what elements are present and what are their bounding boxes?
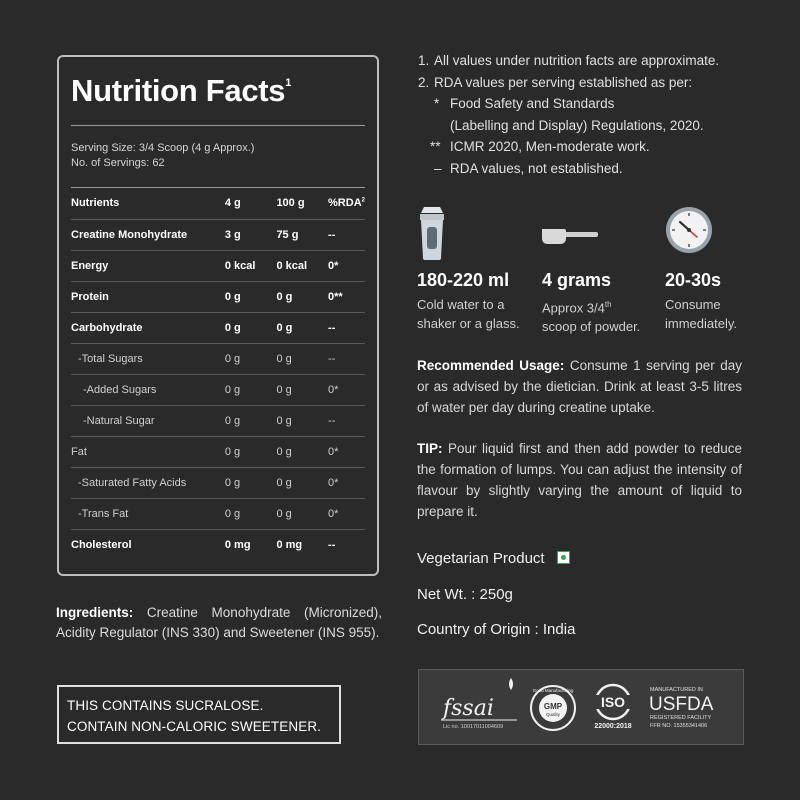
vegetarian-product — [417, 550, 570, 567]
serving-size: Serving Size: 3/4 Scoop (4 g Approx.) — [71, 142, 255, 154]
nutrient-name — [71, 467, 225, 498]
note-sub-1-text-b: (Labelling and Display) Regulations, 2020. — [450, 117, 704, 133]
ingredients-label: Ingredients: — [56, 605, 134, 620]
value-4g — [225, 312, 277, 343]
value-4g-text: 0 g — [224, 445, 241, 458]
table-row — [71, 374, 365, 405]
stat-powder-sup: th — [604, 300, 612, 309]
value-4g — [225, 250, 277, 281]
note-1-key: 1. — [418, 53, 430, 68]
veg-mark-icon — [557, 551, 570, 564]
svg-text:Lic no. 10017011004609: Lic no. 10017011004609 — [443, 724, 504, 730]
value-4g-text: 0 g — [224, 321, 241, 334]
value-4g — [225, 281, 277, 312]
usage-label: Recommended Usage: — [417, 358, 565, 373]
value-100g-text: 0 g — [276, 352, 292, 365]
net-weight: Net Wt. : 250g — [417, 586, 513, 603]
stat-powder-line1-text: Approx 3/4 — [542, 300, 605, 316]
gmp-logo — [531, 686, 575, 730]
value-100g — [276, 467, 328, 498]
value-4g-text: 0 g — [224, 383, 241, 396]
nutrient-name-text: Protein — [71, 290, 109, 303]
note-sub-3-text: RDA values, not established. — [450, 160, 623, 176]
tip-label: TIP: — [417, 441, 443, 456]
value-100g — [276, 250, 328, 281]
nutrition-title — [71, 73, 365, 109]
nutrition-title-text: Nutrition Facts — [71, 73, 286, 108]
nutrient-name-text: Energy — [71, 259, 109, 272]
value-4g-text: 0 kcal — [224, 259, 256, 272]
stat-water-line2: shaker or a glass. — [417, 316, 520, 331]
note-sub-2-key: ** — [430, 139, 441, 154]
value-100g — [276, 374, 328, 405]
nutrient-name-text: -Trans Fat — [78, 507, 129, 520]
svg-text:22000:2018: 22000:2018 — [594, 723, 632, 730]
value-rda — [328, 467, 365, 498]
nutrition-facts-panel — [57, 55, 379, 576]
header-rda-text: %RDA — [328, 197, 362, 210]
value-100g-text: 0 g — [276, 414, 292, 427]
value-100g — [276, 343, 328, 374]
value-100g-text: 0 g — [276, 290, 293, 303]
value-rda-text: -- — [328, 321, 336, 334]
table-row — [71, 498, 365, 529]
value-4g — [225, 529, 277, 560]
nutrition-title-sup: 1 — [285, 76, 292, 89]
value-4g — [225, 498, 277, 529]
nutrient-name — [71, 219, 225, 250]
stat-water — [417, 270, 557, 333]
nutrient-name-text: -Added Sugars — [83, 383, 157, 396]
value-rda — [328, 343, 365, 374]
note-sub-1-text-a: Food Safety and Standards — [450, 96, 615, 111]
clock-icon — [664, 205, 714, 255]
value-4g-text: 0 g — [224, 352, 241, 365]
value-100g — [276, 312, 328, 343]
value-rda — [328, 374, 365, 405]
value-4g — [225, 219, 277, 250]
note-2-sub-3 — [418, 158, 758, 180]
stat-powder-line1 — [542, 295, 682, 317]
value-4g — [225, 436, 277, 467]
value-4g — [225, 467, 277, 498]
value-100g-text: 0 mg — [276, 538, 303, 551]
value-rda — [328, 436, 365, 467]
note-2 — [418, 72, 758, 94]
table-row — [71, 250, 365, 281]
value-100g — [276, 436, 328, 467]
value-rda-text: 0* — [328, 383, 339, 396]
table-row — [71, 405, 365, 436]
value-4g-text: 0 g — [224, 290, 241, 303]
value-rda — [328, 312, 365, 343]
note-sub-2-text: ICMR 2020, Men-moderate work. — [450, 139, 650, 154]
stat-water-line1: Cold water to a — [417, 297, 505, 312]
recommended-usage — [417, 355, 742, 418]
note-2-sub-1 — [418, 93, 758, 115]
header-4g: 4 g — [225, 188, 277, 219]
svg-text:GMP: GMP — [543, 702, 563, 711]
header-nutrients: Nutrients — [71, 188, 225, 219]
value-4g — [225, 343, 277, 374]
value-100g — [276, 281, 328, 312]
table-row — [71, 343, 365, 374]
stat-time-line2: immediately. — [665, 316, 738, 331]
nutrient-name-text: -Natural Sugar — [83, 414, 155, 427]
certifications-panel — [418, 669, 744, 745]
value-100g-text: 0 g — [276, 383, 292, 396]
scoop-icon — [540, 225, 598, 247]
nutrient-name — [71, 312, 225, 343]
fssai-logo — [441, 678, 517, 730]
note-1 — [418, 50, 758, 72]
value-rda-text: 0* — [328, 259, 339, 272]
usage-text: Consume 1 serving per day or as advised by the dietician. Drink at least 3-5 litres of water per day during creatine uptake. — [417, 358, 742, 415]
ingredients-text: Creatine Monohydrate (Micronized), Acidity Regulator (INS 330) and Sweetener (INS 955). — [56, 605, 382, 640]
table-row — [71, 219, 365, 250]
value-100g — [276, 405, 328, 436]
value-4g-text: 0 g — [224, 476, 241, 489]
iso-logo — [593, 685, 633, 730]
nutrient-name — [71, 343, 225, 374]
value-100g — [276, 498, 328, 529]
value-rda — [328, 405, 365, 436]
value-rda — [328, 250, 365, 281]
table-row — [71, 281, 365, 312]
note-sub-1-key: * — [434, 96, 440, 111]
table-row — [71, 529, 365, 560]
stat-water-desc — [417, 295, 557, 333]
note-2-sub-2 — [418, 136, 758, 158]
value-100g-text: 0 g — [276, 507, 292, 520]
nutrient-name-text: Cholesterol — [71, 538, 132, 551]
tip-text: Pour liquid first and then add powder to reduce the formation of lumps. You can adjust the intensity of flavour by slightly varying the amount of liquid to prepare it. — [417, 441, 742, 519]
stat-powder-value: 4 grams — [542, 270, 612, 290]
header-rda — [328, 188, 365, 219]
svg-text:ISO: ISO — [600, 694, 626, 710]
nutrient-name — [71, 250, 225, 281]
nutrient-name — [71, 529, 225, 560]
servings-count: No. of Servings: 62 — [71, 157, 165, 169]
shaker-icon — [414, 205, 450, 261]
value-4g-text: 0 g — [224, 507, 241, 520]
nutrient-name-text: Carbohydrate — [71, 321, 143, 334]
value-4g — [225, 405, 277, 436]
value-100g-text: 0 g — [276, 476, 292, 489]
stat-water-value: 180-220 ml — [417, 270, 510, 290]
ingredients — [56, 603, 382, 643]
nutrient-name-text: -Saturated Fatty Acids — [78, 476, 187, 489]
stat-time — [665, 270, 800, 333]
nutrient-name — [71, 405, 225, 436]
stat-time-line1: Consume — [665, 297, 721, 312]
vegetarian-text: Vegetarian Product — [417, 550, 545, 567]
nutrient-name-text: Fat — [71, 445, 87, 458]
value-rda-text: -- — [328, 414, 336, 427]
tip — [417, 438, 742, 522]
nutrient-name — [71, 436, 225, 467]
stat-powder-desc — [542, 295, 682, 336]
value-rda-text: -- — [328, 228, 336, 241]
value-4g — [225, 374, 277, 405]
table-row — [71, 467, 365, 498]
nutrient-name — [71, 498, 225, 529]
stat-powder-line2: scoop of powder. — [542, 319, 641, 335]
value-rda-text: 0** — [328, 290, 343, 303]
value-100g — [276, 529, 328, 560]
note-1-text: All values under nutrition facts are approximate. — [434, 53, 720, 68]
value-rda — [328, 529, 365, 560]
value-100g-text: 0 g — [276, 321, 293, 334]
usage-icons — [414, 205, 754, 265]
footnotes — [418, 50, 758, 179]
spacer — [418, 115, 450, 137]
country-of-origin: Country of Origin : India — [417, 621, 576, 638]
value-100g — [276, 219, 328, 250]
nutrient-name-text: -Total Sugars — [78, 352, 143, 365]
svg-text:Quality: Quality — [545, 712, 561, 717]
nutrient-name — [71, 374, 225, 405]
value-rda-text: 0* — [328, 476, 339, 489]
nutrient-name-text: Creatine Monohydrate — [71, 228, 188, 241]
serving-info — [71, 126, 365, 187]
note-2-key: 2. — [418, 74, 430, 90]
value-rda — [328, 281, 365, 312]
usfda-logo — [649, 687, 714, 729]
note-sub-3-key: – — [434, 160, 442, 176]
value-4g-text: 0 g — [224, 414, 241, 427]
value-4g-text: 0 mg — [224, 538, 251, 551]
stat-time-value: 20-30s — [665, 270, 722, 290]
header-100g: 100 g — [276, 188, 328, 219]
value-rda — [328, 498, 365, 529]
value-rda-text: 0* — [328, 445, 339, 458]
svg-text:REGISTERED FACILITY: REGISTERED FACILITY — [650, 715, 712, 721]
stat-time-desc — [665, 295, 800, 333]
warning-line-1: THIS CONTAINS SUCRALOSE. — [67, 698, 264, 713]
table-row — [71, 312, 365, 343]
header-rda-sup: 2 — [361, 197, 365, 204]
value-100g-text: 75 g — [276, 228, 299, 241]
svg-text:MANUFACTURED IN: MANUFACTURED IN — [650, 687, 703, 693]
warning-line-2: CONTAIN NON-CALORIC SWEETENER. — [67, 719, 322, 734]
svg-text:USFDA: USFDA — [649, 694, 714, 715]
value-4g-text: 3 g — [224, 228, 241, 241]
stat-powder — [542, 270, 682, 336]
value-100g-text: 0 kcal — [276, 259, 308, 272]
certification-logos — [419, 670, 745, 746]
svg-text:fssai: fssai — [443, 696, 494, 721]
value-rda-text: -- — [328, 352, 336, 365]
table-header-row — [71, 188, 365, 219]
value-rda — [328, 219, 365, 250]
nutrient-name — [71, 281, 225, 312]
sweetener-warning — [57, 685, 341, 744]
note-2-sub-1b — [418, 115, 758, 137]
svg-text:FFR NO. 15355341406: FFR NO. 15355341406 — [650, 723, 708, 729]
value-rda-text: -- — [328, 538, 336, 551]
value-100g-text: 0 g — [276, 445, 292, 458]
nutrition-table — [71, 188, 365, 560]
table-row — [71, 436, 365, 467]
note-2-text: RDA values per serving established as per: — [434, 74, 693, 90]
svg-text:Good Manufacturing: Good Manufacturing — [532, 688, 574, 693]
value-rda-text: 0* — [328, 507, 339, 520]
